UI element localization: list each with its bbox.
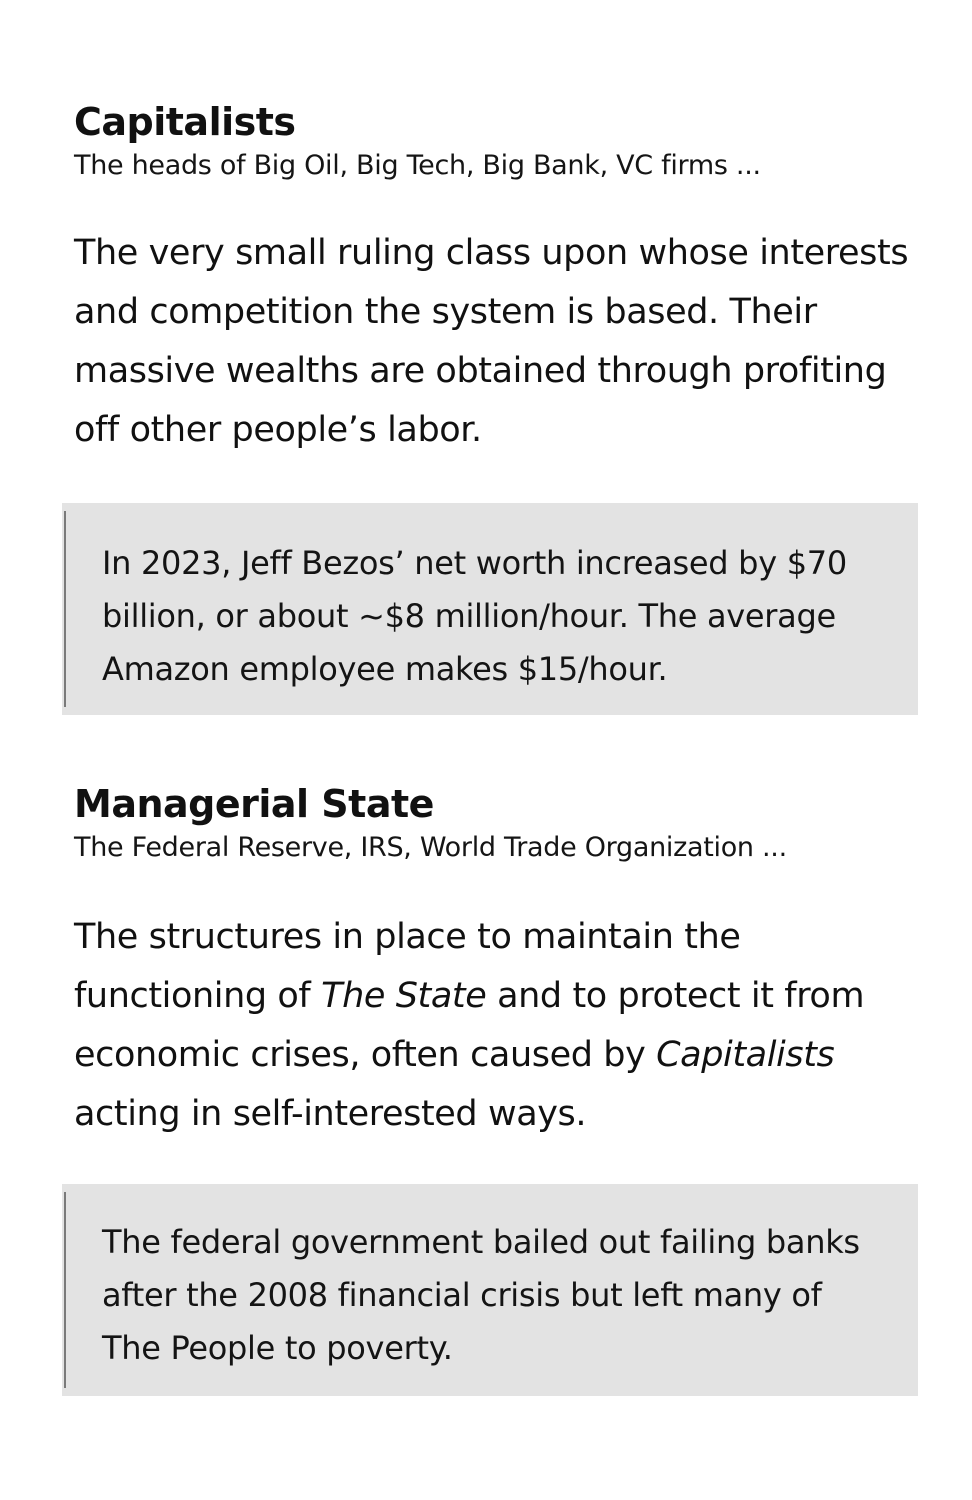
section-capitalists bbox=[74, 96, 924, 460]
section-heading: Managerial State bbox=[74, 782, 434, 826]
section-subtitle: The Federal Reserve, IRS, World Trade Organization ... bbox=[74, 832, 787, 863]
section-subtitle: The heads of Big Oil, Big Tech, Big Bank, VC firms ... bbox=[74, 150, 761, 181]
quote-box bbox=[62, 1184, 918, 1396]
quote-text: The federal government bailed out failing banks after the 2008 financial crisis but left many of The People to poverty. bbox=[102, 1223, 860, 1367]
section-body: The very small ruling class upon whose interests and competition the system is based. Their massive wealths are obtained through profiting off other people’s labor. bbox=[74, 233, 909, 450]
body-text-segment: and to protect it from economic crises, often caused by bbox=[74, 976, 865, 1075]
quote-box bbox=[62, 503, 918, 715]
italic-term: The State bbox=[321, 976, 487, 1016]
section-managerial-state bbox=[74, 778, 924, 1144]
body-text-segment: The structures in place to maintain the functioning of bbox=[74, 917, 741, 1016]
body-text-segment: acting in self-interested ways. bbox=[74, 1094, 587, 1134]
section-heading: Capitalists bbox=[74, 100, 296, 144]
italic-term: Capitalists bbox=[656, 1035, 835, 1075]
quote-text: In 2023, Jeff Bezos’ net worth increased by $70 billion, or about ~$8 million/hour. The average Amazon employee makes $15/hour. bbox=[102, 544, 847, 688]
section-body bbox=[74, 908, 924, 1144]
